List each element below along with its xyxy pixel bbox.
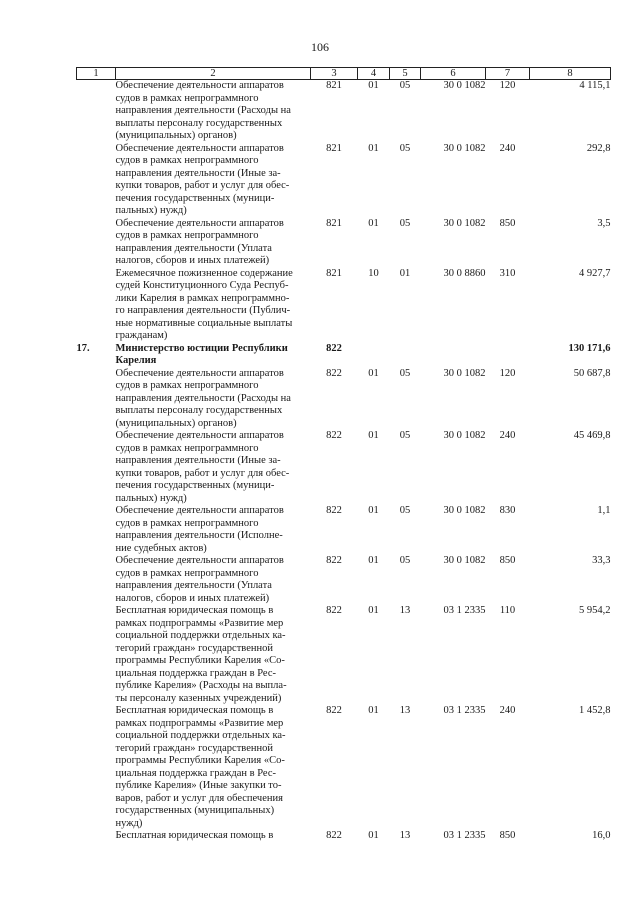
row-name-line: судов в рамках непрограммного [115, 230, 259, 241]
page-number: 106 [311, 40, 329, 54]
row-name [116, 605, 311, 705]
row-csr: 30 0 1082 [443, 142, 486, 154]
row-code: 822 [326, 430, 342, 441]
row-vr: 120 [499, 80, 516, 91]
row-number [77, 605, 116, 705]
row-sum: 4 927,7 [579, 267, 611, 279]
row-name-line: Обеспечение деятельности аппаратов [115, 430, 284, 441]
row-name-line: Обеспечение деятельности аппаратов [115, 555, 284, 566]
row-name-line: судов в рамках непрограммного [115, 155, 259, 166]
row-vr: 830 [499, 505, 516, 516]
row-subsection: 13 [399, 830, 411, 841]
row-csr: 30 0 1082 [443, 217, 486, 229]
row-code: 821 [326, 142, 342, 154]
row-subsection: 13 [399, 605, 411, 616]
row-name-line: судов в рамках непрограммного [115, 380, 259, 391]
row-name [116, 143, 311, 218]
row-name-line: пальных) нужд) [115, 492, 187, 504]
table-row [77, 505, 611, 555]
row-csr: 30 0 1082 [443, 555, 486, 566]
row-number [77, 143, 116, 218]
row-code: 821 [326, 217, 342, 229]
row-section: 10 [368, 267, 379, 279]
row-name-line: циальная поддержка граждан в Рес- [115, 667, 276, 679]
row-code: 822 [326, 705, 342, 716]
row-name-line: Карелия [115, 355, 157, 366]
row-name [116, 80, 311, 143]
header-col-7: 7 [486, 68, 530, 80]
row-subsection [390, 343, 421, 368]
row-csr: 03 1 2335 [443, 705, 486, 716]
row-vr: 110 [499, 605, 516, 616]
row-name-line: варов, работ и услуг для обеспечения [115, 792, 283, 804]
row-name-line: печения государственных (муници- [115, 192, 275, 204]
row-name-line: го направления деятельности (Публич- [115, 305, 291, 316]
row-vr: 850 [499, 555, 516, 566]
row-name-line: судов в рамках непрограммного [115, 567, 259, 579]
row-sum: 45 469,8 [573, 430, 611, 441]
row-number [77, 555, 116, 605]
row-name-line: направления деятельности (Иные за- [115, 167, 281, 179]
row-name [116, 555, 311, 605]
row-section: 01 [368, 705, 379, 716]
row-subsection: 01 [399, 267, 411, 279]
row-sum: 50 687,8 [573, 367, 611, 379]
row-name-line: рамках подпрограммы «Развитие мер [115, 717, 284, 729]
row-name-line: (муниципальных) органов) [115, 417, 237, 429]
row-subsection: 05 [399, 555, 411, 566]
row-name-line: ние судебных актов) [115, 542, 207, 554]
row-name-line: Обеспечение деятельности аппаратов [115, 142, 284, 154]
row-name [116, 505, 311, 555]
row-name-line: циальная поддержка граждан в Рес- [115, 767, 276, 779]
table-row [77, 268, 611, 343]
row-name-line: купки товаров, работ и услуг для обес- [115, 467, 290, 479]
row-sum: 16,0 [592, 830, 611, 841]
row-csr: 30 0 1082 [443, 80, 486, 91]
row-subsection: 13 [399, 705, 411, 716]
row-subsection: 05 [399, 217, 411, 229]
row-code: 822 [326, 505, 342, 516]
header-col-8: 8 [530, 68, 611, 80]
row-name [116, 343, 311, 368]
row-name-line: купки товаров, работ и услуг для обес- [115, 180, 290, 191]
row-section: 01 [368, 605, 379, 616]
row-sum: 1 452,8 [579, 705, 611, 716]
row-csr: 30 0 1082 [443, 430, 486, 441]
row-vr: 240 [499, 705, 516, 716]
row-csr: 03 1 2335 [443, 605, 486, 616]
row-vr: 850 [499, 830, 516, 841]
table-row [77, 218, 611, 268]
row-name-line: ные нормативные социальные выплаты [115, 317, 293, 329]
row-name-line: рамках подпрограммы «Развитие мер [115, 617, 284, 629]
table-row [77, 830, 611, 843]
row-subsection: 05 [399, 367, 411, 379]
row-csr: 30 0 1082 [443, 505, 486, 516]
header-col-5: 5 [390, 68, 421, 80]
row-name-line: публике Карелия» (Расходы на выпла- [115, 680, 287, 691]
row-name-line: налогов, сборов и иных платежей) [115, 255, 270, 266]
row-name-line: Министерство юстиции Республики [115, 342, 288, 354]
row-code: 822 [326, 830, 342, 841]
row-name-line: Бесплатная юридическая помощь в [115, 830, 274, 841]
row-vr: 310 [499, 267, 516, 279]
row-vr: 240 [499, 430, 516, 441]
header-col-4: 4 [358, 68, 390, 80]
row-sum: 5 954,2 [579, 605, 611, 616]
row-name-line: Обеспечение деятельности аппаратов [115, 217, 284, 229]
row-name-line: направления деятельности (Исполне- [115, 530, 283, 541]
row-name-line: выплаты персоналу государственных [115, 405, 283, 416]
row-subsection: 05 [399, 505, 411, 516]
row-csr: 30 0 1082 [443, 367, 486, 379]
row-name-line: судов в рамках непрограммного [115, 92, 259, 104]
row-name [116, 368, 311, 431]
row-name-line: направления деятельности (Расходы на [115, 392, 291, 404]
row-name-line: налогов, сборов и иных платежей) [115, 592, 270, 604]
row-csr: 30 0 8860 [443, 267, 486, 279]
row-section: 01 [368, 80, 379, 91]
row-section: 01 [368, 142, 379, 154]
row-name-line: направления деятельности (Иные за- [115, 455, 281, 466]
row-section: 01 [368, 217, 379, 229]
row-name-line: судов в рамках непрограммного [115, 442, 259, 454]
row-name-line: (муниципальных) органов) [115, 130, 237, 141]
row-number [77, 705, 116, 830]
row-name-line: Обеспечение деятельности аппаратов [115, 505, 284, 516]
row-name [116, 430, 311, 505]
header-row [77, 68, 611, 80]
header-col-6: 6 [421, 68, 486, 80]
header-col-3: 3 [311, 68, 358, 80]
row-name-line: Ежемесячное пожизненное содержание [115, 267, 293, 279]
row-number [77, 268, 116, 343]
row-name-line: направления деятельности (Уплата [115, 242, 272, 254]
row-subsection: 05 [399, 142, 411, 154]
row-name-line: лики Карелия в рамках непрограммно- [115, 292, 290, 304]
table-row [77, 605, 611, 705]
table-row [77, 80, 611, 143]
row-section [358, 343, 390, 368]
row-sum: 1,1 [597, 505, 611, 516]
table-row [77, 343, 611, 368]
row-code: 821 [326, 80, 342, 91]
row-number [77, 830, 116, 843]
row-code: 822 [326, 367, 342, 379]
row-section: 01 [368, 430, 379, 441]
table-row [77, 555, 611, 605]
row-name-line: тегорий граждан» государственной [115, 742, 273, 754]
row-subsection: 05 [399, 430, 411, 441]
row-name-line: программы Республики Карелия «Со- [115, 655, 285, 666]
row-sum: 292,8 [586, 142, 611, 154]
row-sum: 4 115,1 [579, 80, 611, 91]
row-code: 822 [326, 555, 342, 566]
row-number [77, 218, 116, 268]
row-number [77, 80, 116, 143]
row-csr: 03 1 2335 [443, 830, 486, 841]
row-section: 01 [368, 367, 379, 379]
table-row [77, 143, 611, 218]
row-vr: 120 [499, 367, 516, 379]
row-name-line: выплаты персоналу государственных [115, 117, 283, 129]
row-sum: 33,3 [592, 555, 611, 566]
budget-table [76, 67, 611, 843]
row-section: 01 [368, 505, 379, 516]
row-name-line: Обеспечение деятельности аппаратов [115, 80, 284, 91]
table-body [77, 80, 611, 843]
row-number [77, 505, 116, 555]
row-vr [486, 343, 530, 368]
row-vr: 850 [499, 217, 516, 229]
row-name-line: печения государственных (муници- [115, 480, 275, 491]
row-name-line: тегорий граждан» государственной [115, 642, 273, 654]
row-name-line: судов в рамках непрограммного [115, 517, 259, 529]
row-number [77, 430, 116, 505]
row-code: 821 [326, 267, 342, 279]
table-row [77, 368, 611, 431]
row-name-line: Бесплатная юридическая помощь в [115, 605, 274, 616]
row-name-line: государственных (муниципальных) [115, 805, 275, 816]
row-name-line: гражданам) [115, 330, 168, 341]
table-row [77, 705, 611, 830]
row-number: 17. [76, 342, 90, 354]
row-name-line: направления деятельности (Уплата [115, 580, 272, 591]
row-name-line: Обеспечение деятельности аппаратов [115, 367, 284, 379]
row-csr [421, 343, 486, 368]
header-col-1: 1 [77, 68, 116, 80]
row-name-line: нужд) [115, 817, 143, 829]
row-section: 01 [368, 830, 379, 841]
row-name [116, 268, 311, 343]
row-name-line: программы Республики Карелия «Со- [115, 755, 285, 766]
row-name [116, 705, 311, 830]
row-subsection: 05 [399, 80, 411, 91]
row-code: 822 [326, 605, 342, 616]
row-name-line: публике Карелия» (Иные закупки то- [115, 780, 282, 791]
row-name [116, 218, 311, 268]
row-number [77, 368, 116, 431]
row-name-line: пальных) нужд) [115, 205, 187, 216]
row-name-line: судей Конституционного Суда Респуб- [115, 280, 289, 291]
row-sum: 3,5 [597, 217, 611, 229]
row-name-line: направления деятельности (Расходы на [115, 105, 291, 116]
header-col-2: 2 [116, 68, 311, 80]
row-name-line: ты персоналу казенных учреждений) [115, 692, 282, 704]
table-row [77, 430, 611, 505]
row-code: 822 [326, 342, 342, 354]
row-sum: 130 171,6 [568, 342, 611, 354]
row-vr: 240 [499, 142, 516, 154]
row-name-line: социальной поддержки отдельных ка- [115, 630, 286, 641]
row-name-line: Бесплатная юридическая помощь в [115, 705, 274, 716]
row-name [116, 830, 311, 843]
row-name-line: социальной поддержки отдельных ка- [115, 730, 286, 741]
row-section: 01 [368, 555, 379, 566]
